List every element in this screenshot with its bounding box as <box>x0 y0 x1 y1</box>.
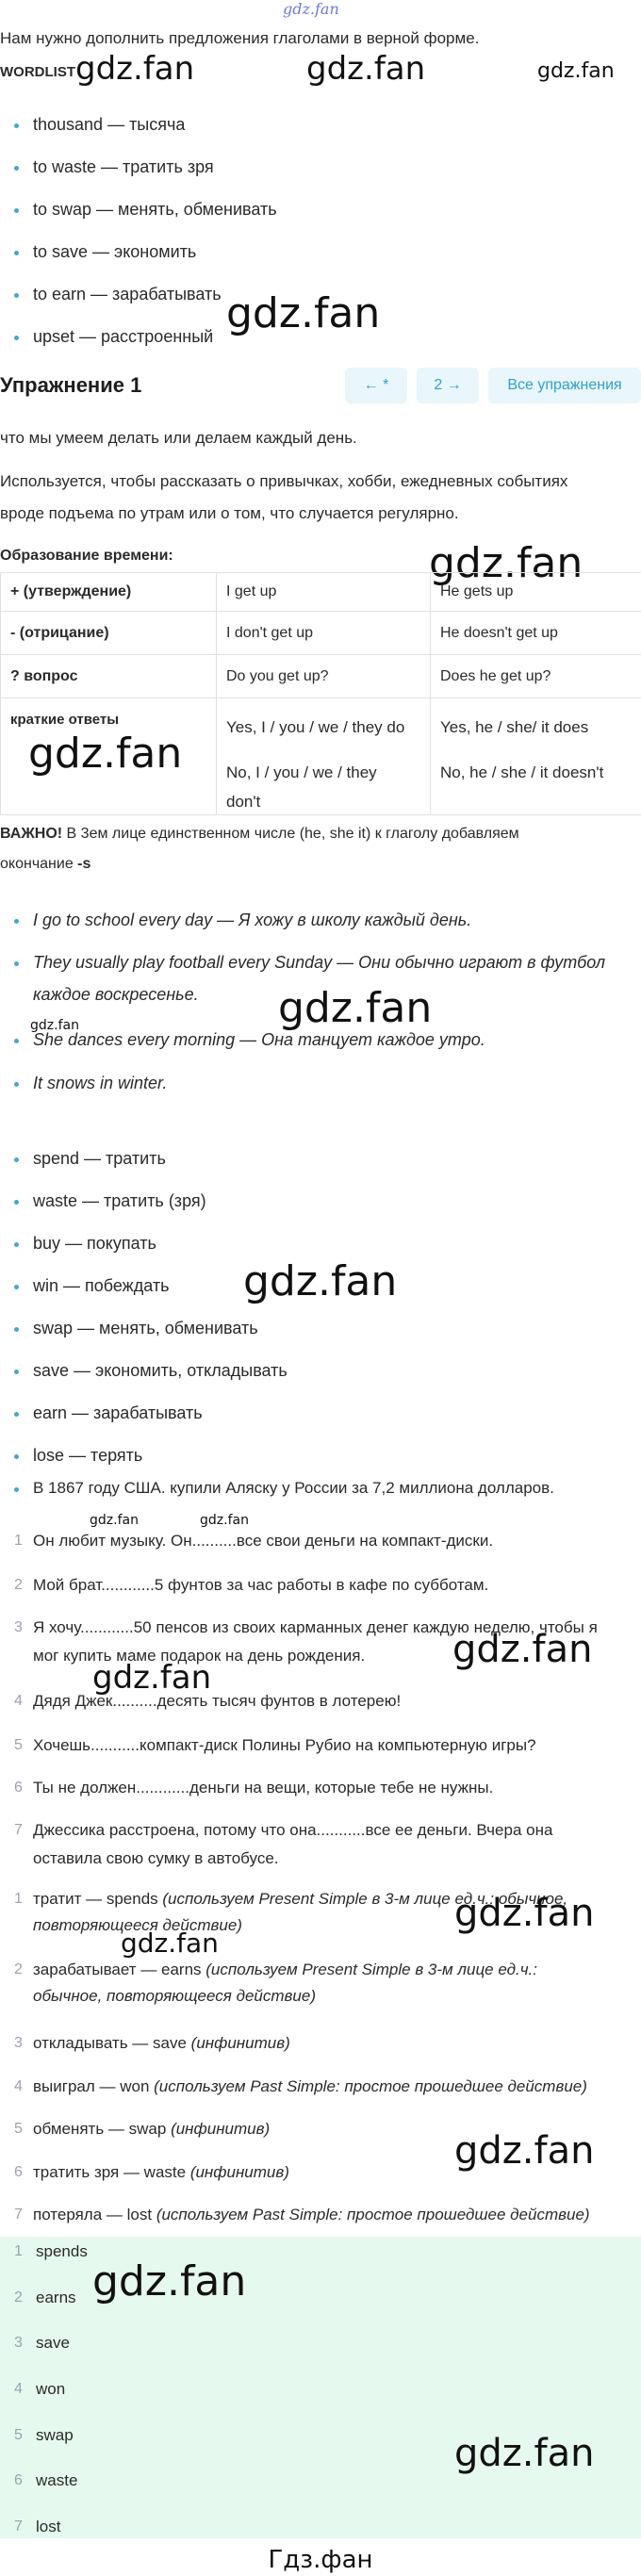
table-cell: I get up <box>217 573 431 612</box>
answer-item: earns <box>36 2289 76 2306</box>
list-item: обменять — swap (инфинитив) <box>33 2120 271 2138</box>
table-cell: Yes, he / she/ it does No, he / she / it doesn't <box>431 698 641 815</box>
table-cell: Yes, I / you / we / they do No, I / you / we / they don't <box>217 698 431 815</box>
list-item: обычное, повторяющееся действие) <box>33 1987 316 2005</box>
list-item: тратит — spends (используем Present Simple в 3-м лице ед.ч.: обычное, <box>33 1890 568 1908</box>
all-exercises-button[interactable]: Все упражнения <box>488 368 641 403</box>
table-cell: He doesn't get up <box>431 612 641 655</box>
watermark: gdz.fan <box>454 2129 595 2173</box>
list-item: откладывать — save (инфинитив) <box>33 2034 290 2052</box>
answer-item: save <box>36 2334 70 2352</box>
watermark: gdz.fan <box>226 289 381 337</box>
watermark: gdz.fan <box>429 539 583 587</box>
list-item: win — побеждать <box>33 1276 170 1295</box>
watermark: gdz.fan <box>454 1892 595 1935</box>
intro-text: Нам нужно дополнить предложения глаголами в верной форме. <box>0 29 480 47</box>
list-item: Ты не должен............деньги на вещи, которые тебе не нужны. <box>33 1779 494 1797</box>
list-item: выиграл — won (используем Past Simple: простое прошедшее действие) <box>33 2077 587 2095</box>
list-item: повторяющееся действие) <box>33 1916 242 1934</box>
table-cell: I don't get up <box>217 612 431 655</box>
answer-item: lost <box>36 2518 61 2535</box>
watermark: gdz.fan <box>243 1257 398 1305</box>
list-item: waste — тратить (зря) <box>33 1191 206 1210</box>
answer-item: swap <box>36 2426 74 2444</box>
watermark: gdz.fan <box>537 59 615 83</box>
watermark: gdz.fan <box>92 2257 247 2305</box>
formation-title: Образование времени: <box>0 548 173 564</box>
theory-text: Используется, чтобы рассказать о привычках, хобби, ежедневных событиях <box>0 472 568 490</box>
watermark: gdz.fan <box>306 50 426 88</box>
list-item: lose — терять <box>33 1446 143 1465</box>
watermark: gdz.fan <box>452 1628 593 1671</box>
list-item: earn — зарабатывать <box>33 1403 203 1422</box>
list-item: buy — покупать <box>33 1234 156 1253</box>
top-watermark: gdz.fan <box>283 0 339 18</box>
footer-label: Гдз.фан <box>268 2546 373 2574</box>
list-item: зарабатывает — earns (используем Present Simple в 3-м лице ед.ч.: <box>33 1961 537 1978</box>
list-item: save — экономить, откладывать <box>33 1361 288 1380</box>
list-item: They usually play football every Sunday — Они обычно играют в футбол <box>33 953 606 972</box>
list-item: каждое воскресенье. <box>33 985 199 1004</box>
list-item: thousand — тысяча <box>33 115 186 134</box>
answer-item: waste <box>36 2471 78 2489</box>
list-item: Джессика расстроена, потому что она...........все ее деньги. Вчера она <box>33 1821 553 1839</box>
list-item: swap — менять, обменивать <box>33 1319 258 1337</box>
watermark: gdz.fan <box>28 730 183 778</box>
grammar-table <box>0 572 641 815</box>
list-item: to save — экономить <box>33 242 197 261</box>
list-item: It snows in winter. <box>33 1074 168 1092</box>
watermark: gdz.fan <box>121 1928 219 1959</box>
list-item: мог купить маме подарок на день рождения. <box>33 1647 366 1665</box>
list-item: upset — расстроенный <box>33 327 214 346</box>
list-item: Мой брат............5 фунтов за час работы в кафе по субботам. <box>33 1576 489 1594</box>
watermark: gdz.fan <box>278 984 433 1032</box>
list-item: Дядя Джек..........десять тысяч фунтов в лотерею! <box>33 1692 402 1710</box>
important-note: ВАЖНО! В 3ем лице единственном числе (he, she it) к глаголу добавляем <box>0 826 519 842</box>
list-item: to earn — зарабатывать <box>33 285 222 304</box>
list-item: тратить зря — waste (инфинитив) <box>33 2163 289 2181</box>
theory-text: что мы умеем делать или делаем каждый день. <box>0 429 357 447</box>
list-item: Он любит музыку. Он..........все свои деньги на компакт-диски. <box>33 1532 494 1550</box>
list-item: оставила свою сумку в автобусе. <box>33 1849 279 1867</box>
answer-item: won <box>36 2380 66 2398</box>
list-item: spend — тратить <box>33 1149 166 1168</box>
prev-exercise-button[interactable]: ← * <box>345 368 407 403</box>
watermark: gdz.fan <box>200 1513 249 1528</box>
watermark: gdz.fan <box>90 1513 139 1528</box>
next-exercise-button[interactable]: 2 → <box>417 368 479 403</box>
watermark: gdz.fan <box>92 1659 212 1697</box>
answer-item: spends <box>36 2242 88 2260</box>
exercise-title: Упражнение 1 <box>0 373 142 397</box>
theory-text: вроде подъема по утрам или о том, что случается регулярно. <box>0 504 459 522</box>
table-cell: Does he get up? <box>431 655 641 698</box>
list-item: to waste — тратить зря <box>33 157 214 176</box>
important-note: окончание -s <box>0 856 91 872</box>
watermark: gdz.fan <box>30 1018 79 1033</box>
list-item: потеряла — lost (используем Past Simple: простое прошедшее действие) <box>33 2206 590 2223</box>
list-item: Я хочу............50 пенсов из своих карманных денег каждую неделю, чтобы я <box>33 1618 598 1636</box>
list-item: She dances every morning — Она танцует каждое утро. <box>33 1030 485 1049</box>
list-item: Хочешь...........компакт-диск Полины Рубио на компьютерную игры? <box>33 1736 536 1754</box>
list-item: to swap — менять, обменивать <box>33 200 277 219</box>
table-cell: Do you get up? <box>217 655 431 698</box>
table-cell: - (отрицание) <box>1 612 217 655</box>
table-cell: + (утверждение) <box>1 573 217 612</box>
list-item: В 1867 году США. купили Аляску у России за 7,2 миллиона долларов. <box>33 1479 554 1497</box>
wordlist-label: WORDLIST <box>0 64 75 80</box>
watermark: gdz.fan <box>454 2432 595 2475</box>
table-cell: краткие ответы <box>1 698 217 815</box>
table-cell: He gets up <box>431 573 641 612</box>
table-cell: ? вопрос <box>1 655 217 698</box>
list-item: I go to school every day — Я хожу в школу каждый день. <box>33 911 472 929</box>
watermark: gdz.fan <box>75 50 195 88</box>
